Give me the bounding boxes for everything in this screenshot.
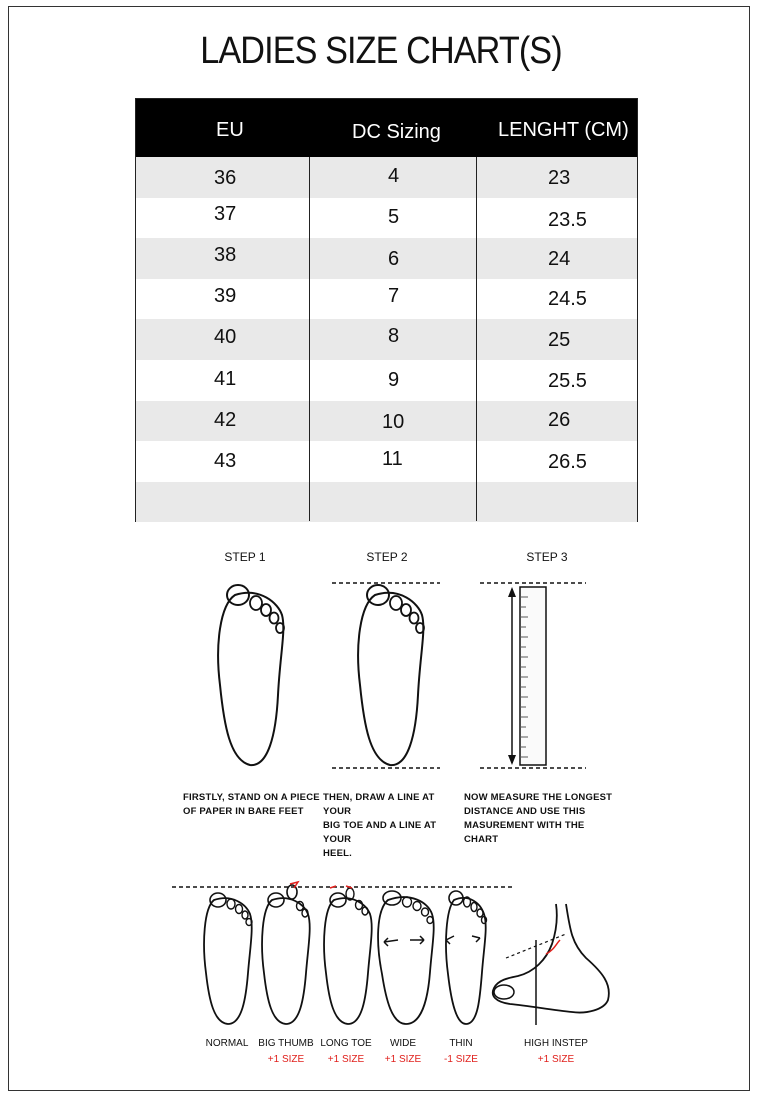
type-long-toe-label: LONG TOE	[320, 1038, 372, 1049]
step-3-caption: NOW MEASURE THE LONGEST DISTANCE AND USE THIS MASUREMENT WITH THE CHART	[464, 792, 613, 845]
step-2-foot-icon	[330, 575, 442, 775]
step-1-foot-icon	[200, 575, 300, 775]
step-2-label: STEP 2	[366, 550, 408, 564]
type-high-instep-label: HIGH INSTEP	[524, 1038, 588, 1049]
high-instep-foot-icon	[486, 900, 616, 1030]
type-big-thumb-adjust: +1 SIZE	[267, 1054, 305, 1065]
table-row-empty	[136, 482, 637, 523]
column-divider	[476, 157, 477, 521]
cell-eu: 37	[214, 202, 237, 225]
cell-eu: 43	[214, 450, 237, 473]
cell-length: 23	[548, 167, 571, 189]
cell-dc: 9	[388, 369, 400, 391]
step-1-caption: FIRSTLY, STAND ON A PIECE OF PAPER IN BARE FEET	[183, 792, 320, 817]
type-normal-label: NORMAL	[205, 1038, 249, 1049]
thin-foot-icon	[434, 886, 494, 1028]
table-row	[136, 279, 637, 320]
cell-eu: 36	[214, 167, 237, 189]
big-thumb-foot-icon	[254, 880, 314, 1028]
table-row	[136, 238, 637, 279]
step-3-label: STEP 3	[526, 550, 568, 564]
header-length: LENGHT (CM)	[498, 119, 629, 141]
cell-length: 24	[548, 248, 571, 271]
type-thin-label: THIN	[449, 1038, 473, 1049]
header-eu: EU	[216, 119, 244, 141]
type-thin-adjust: -1 SIZE	[444, 1054, 478, 1065]
table-row	[136, 401, 637, 442]
type-big-thumb-label: BIG THUMB	[258, 1038, 314, 1049]
step-1-label: STEP 1	[224, 550, 266, 564]
table-row	[136, 157, 637, 198]
cell-length: 25.5	[548, 370, 587, 392]
cell-length: 26.5	[548, 451, 587, 474]
cell-dc: 8	[388, 325, 400, 348]
cell-eu: 42	[214, 408, 237, 431]
cell-length: 25	[548, 329, 571, 352]
table-row	[136, 319, 637, 360]
cell-eu: 38	[214, 244, 237, 267]
cell-dc: 10	[382, 410, 405, 433]
cell-dc: 7	[388, 284, 400, 307]
cell-length: 24.5	[548, 287, 587, 310]
cell-dc: 5	[388, 205, 400, 228]
cell-eu: 41	[214, 368, 237, 390]
normal-foot-icon	[196, 888, 256, 1028]
size-table	[135, 98, 638, 522]
table-row	[136, 360, 637, 401]
table-row	[136, 198, 637, 239]
type-wide-label: WIDE	[389, 1038, 417, 1049]
column-divider	[309, 157, 310, 521]
wide-foot-icon	[374, 886, 436, 1028]
cell-dc: 11	[382, 448, 403, 471]
step-3-ruler-icon	[478, 575, 588, 775]
header-dc-sizing: DC Sizing	[352, 121, 441, 143]
type-wide-adjust: +1 SIZE	[384, 1054, 422, 1065]
cell-eu: 40	[214, 326, 237, 349]
cell-dc: 4	[388, 165, 400, 187]
chart-title: LADIES SIZE CHART(S)	[200, 30, 562, 72]
type-high-instep-adjust: +1 SIZE	[537, 1054, 575, 1065]
step-2-caption: THEN, DRAW A LINE AT YOUR BIG TOE AND A LINE AT YOUR HEEL.	[323, 792, 437, 859]
long-toe-foot-icon	[316, 880, 376, 1028]
cell-dc: 6	[388, 248, 400, 271]
table-row	[136, 441, 637, 482]
type-long-toe-adjust: +1 SIZE	[327, 1054, 365, 1065]
cell-eu: 39	[214, 284, 237, 307]
table-header	[136, 99, 637, 157]
cell-length: 26	[548, 408, 571, 431]
cell-length: 23.5	[548, 208, 587, 231]
